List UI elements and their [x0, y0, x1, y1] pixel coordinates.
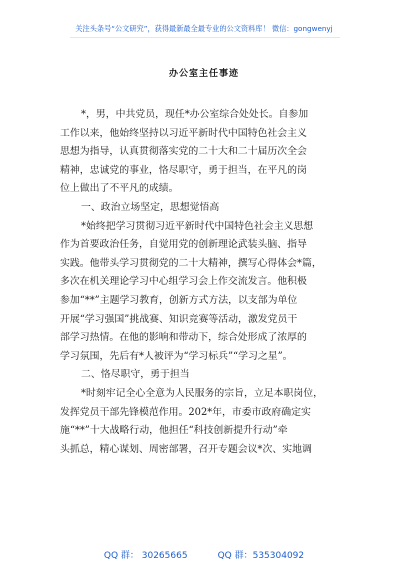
body-line: 发挥党员干部先锋模范作用。202*年，市委市政府确定实	[60, 406, 311, 418]
body-line: 精神，忠诚党的事业，恪尽职守，勇于担当，在平凡的岗	[60, 164, 307, 176]
body-line: 开展“学习强国”挑战赛、知识竞赛等活动，激发党员干	[60, 313, 298, 325]
body-line: 工作以来，他始终坚持以习近平新时代中国特色社会主义	[60, 127, 307, 139]
document-title: 办公室主任事迹	[168, 69, 239, 79]
header-notice: 关注头条号“公文研究”，获得最新最全最专业的公文资料库！ 微信：gongwenyj	[75, 24, 333, 33]
header-divider	[70, 37, 340, 38]
section-heading: 一、政治立场坚定，思想觉悟高	[81, 201, 220, 213]
body-line: 学习氛围，先后有*人被评为“学习标兵”“学习之星”。	[60, 350, 293, 362]
body-line: 思想为指导，认真贯彻落实党的二十大和二十届历次全会	[60, 146, 307, 158]
body-line: 实践。他带头学习贯彻党的二十大精神，撰写心得体会*篇，	[60, 257, 322, 269]
section-heading: 二、恪尽职守，勇于担当	[81, 369, 190, 381]
body-line: *时刻牢记全心全意为人民服务的宗旨，立足本职岗位，	[81, 387, 323, 399]
body-line: *，男，中共党员，现任*办公室综合处处长。自参加	[81, 109, 309, 120]
qq-group-2: QQ 群：535304092	[217, 551, 305, 561]
footer-contact	[0, 548, 408, 561]
document-body	[60, 106, 356, 459]
body-line: 多次在机关理论学习中心组学习会上作交流发言。他积极	[60, 276, 307, 288]
qq-group-1: QQ 群： 30265665	[103, 551, 188, 561]
body-line: 施“**”十大战略行动，他担任“科技创新提升行动”牵	[60, 425, 288, 437]
body-line: 作为首要政治任务，自觉用党的创新理论武装头脑、指导	[60, 239, 307, 251]
body-line: 参加“**”主题学习教育，创新方式方法，以支部为单位	[60, 294, 298, 306]
body-line: 头抓总，精心谋划、周密部署，召开专题会议*次、实地调	[60, 443, 312, 455]
body-line: 部学习热情。在他的影响和带动下，综合处形成了浓厚的	[60, 332, 307, 344]
body-line: *始终把学习贯彻习近平新时代中国特色社会主义思想	[81, 220, 314, 232]
body-line: 位上做出了不平凡的成绩。	[60, 183, 179, 195]
